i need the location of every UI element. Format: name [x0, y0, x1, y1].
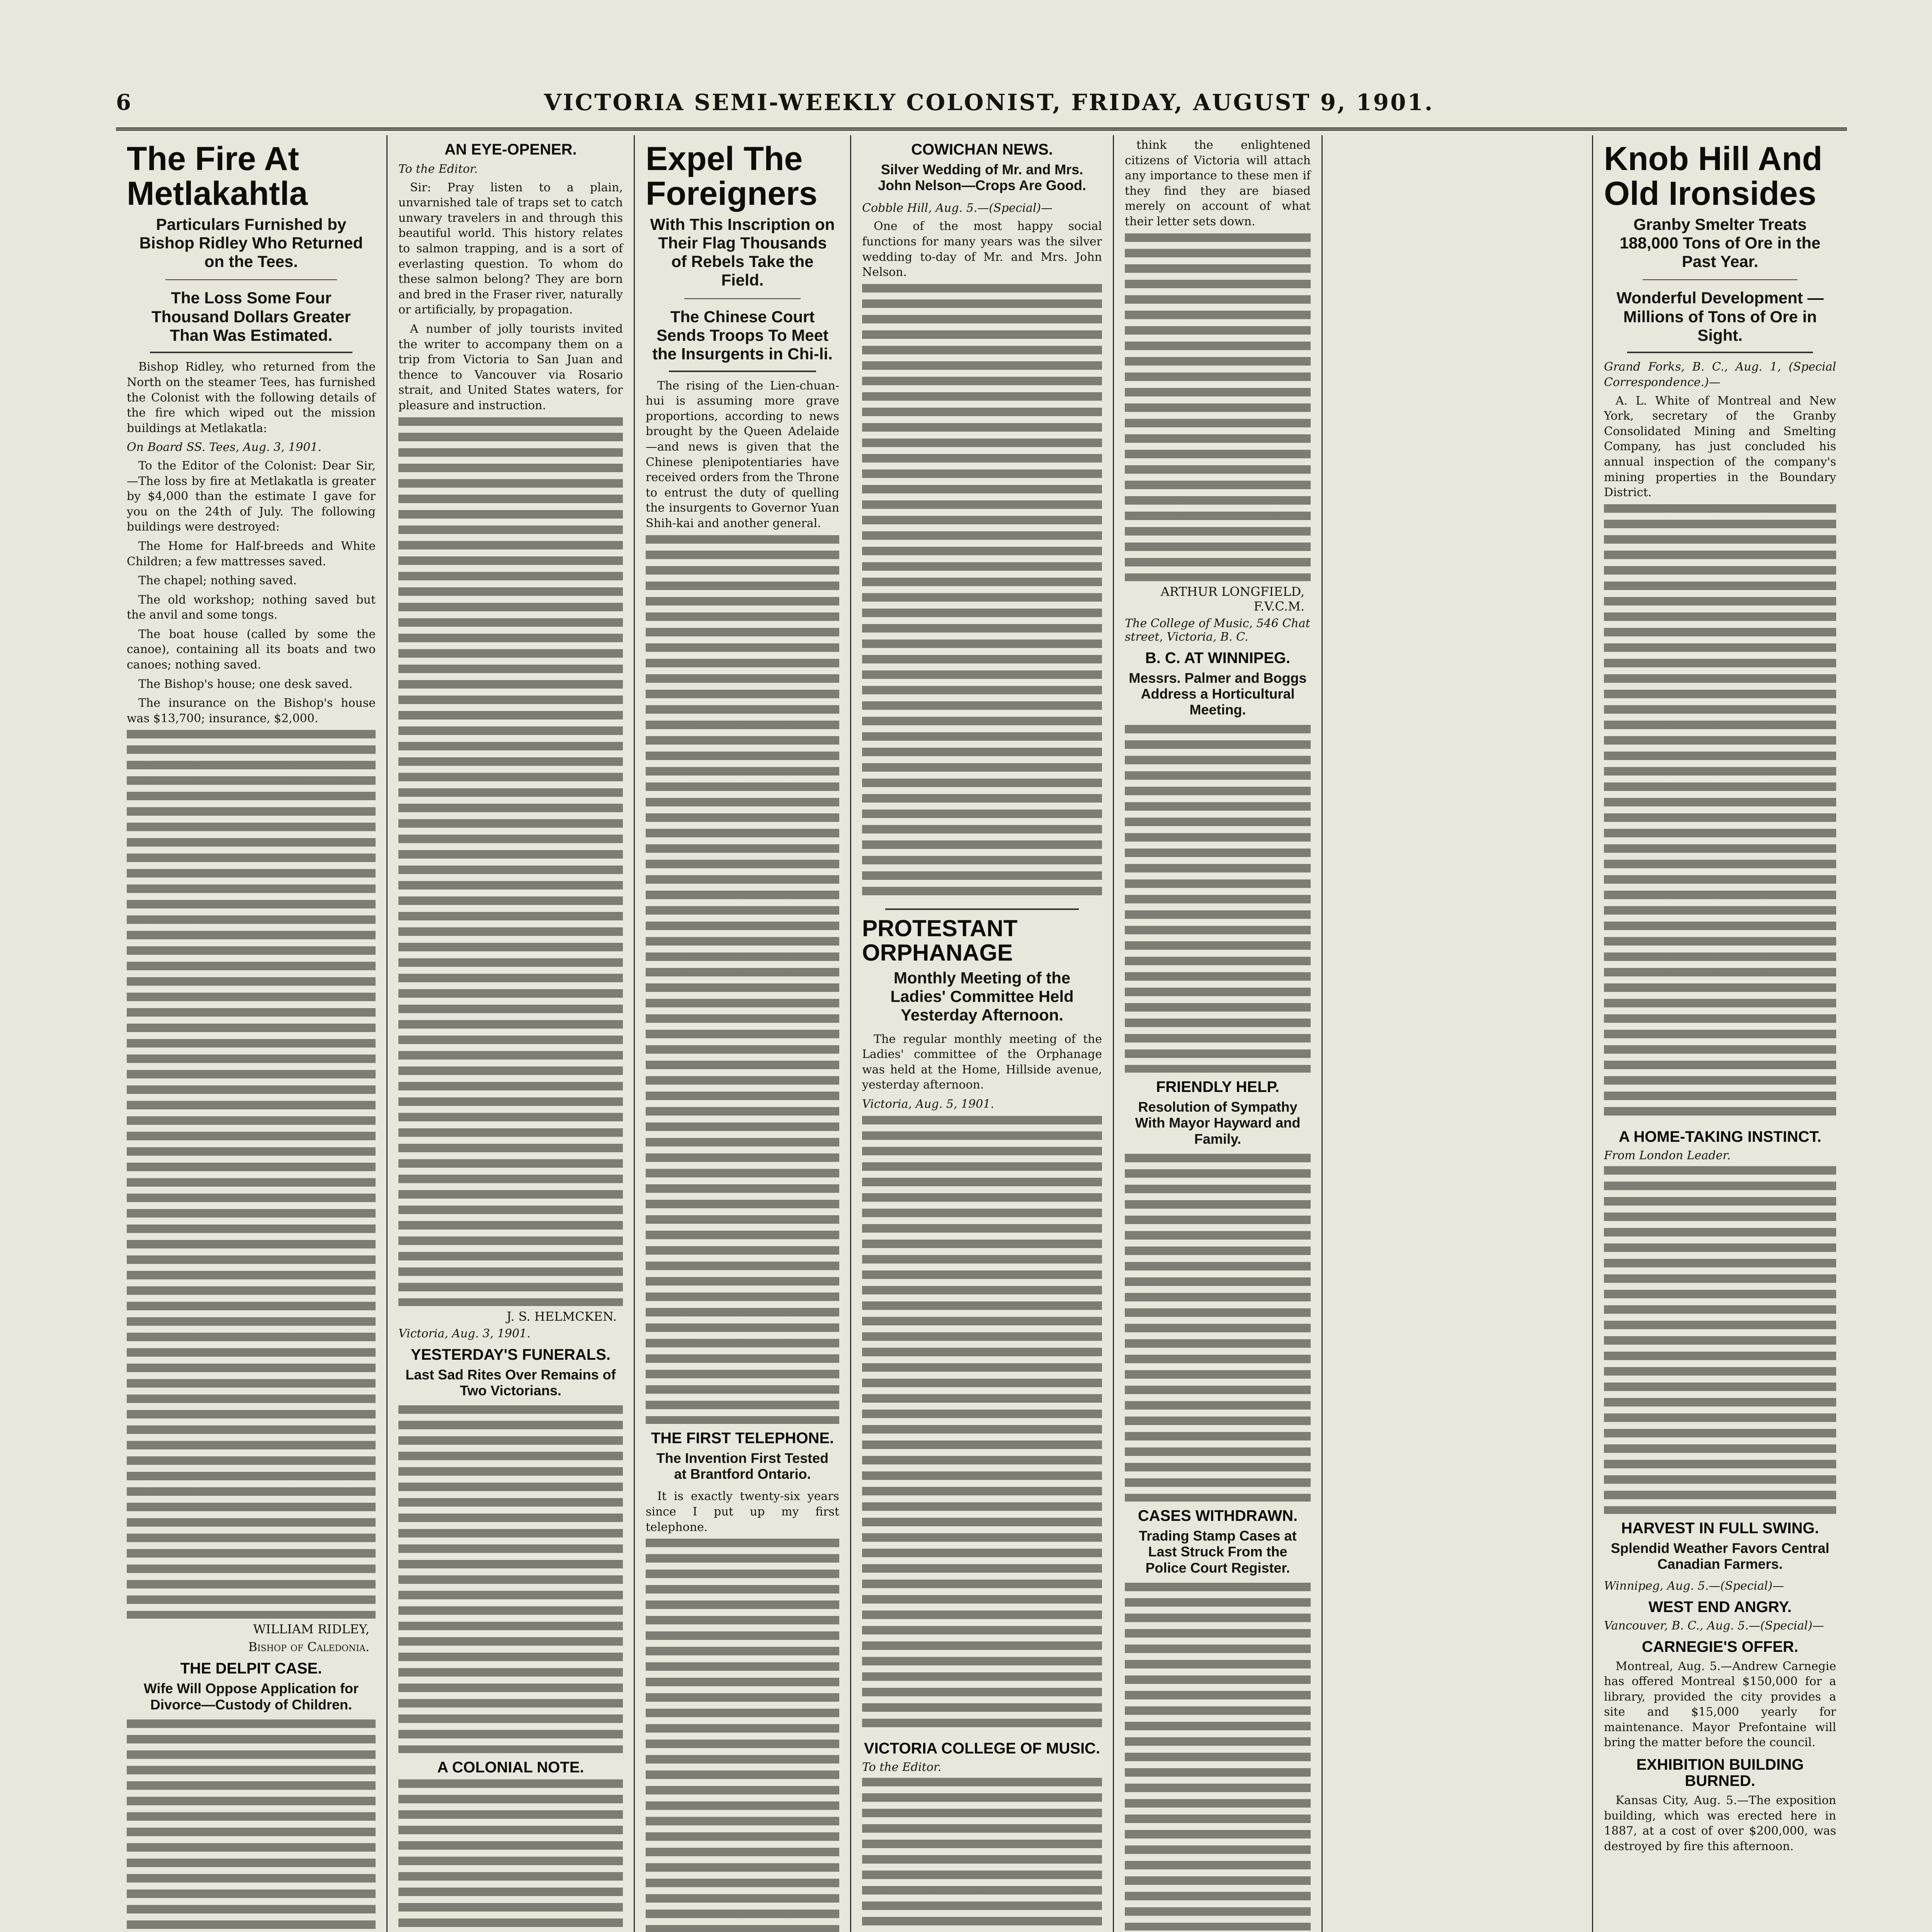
paragraph: The regular monthly meeting of the Ladies' committee of the Orphanage was held at the Home, Hillside avenue, yesterday afternoon. — [862, 1032, 1102, 1092]
divider — [684, 298, 801, 299]
dateline: Cobble Hill, Aug. 5.—(Special)— — [862, 201, 1053, 215]
article-expel-foreigners — [635, 135, 850, 1932]
subhead: WEST END ANGRY. — [1648, 1598, 1792, 1616]
headline: The Fire At Metlakahtla — [127, 140, 308, 213]
article-body — [1604, 1659, 1836, 1751]
article-body — [1604, 359, 1836, 500]
text-columns-placeholder — [127, 730, 376, 1619]
deck: The Invention First Tested at Brantford Ontario. — [656, 1450, 829, 1482]
text-columns-placeholder — [398, 1779, 623, 1932]
paragraph: A number of jolly tourists invited the writer to accompany them on a trip from Victoria to San Juan and thence to Vancouver via Rosario strait, and United States waters, for pleasure and instruction. — [398, 322, 623, 412]
column-rule — [1321, 135, 1323, 1932]
dateline: Victoria, Aug. 5, 1901. — [862, 1097, 994, 1111]
signature-name: ARTHUR LONGFIELD, F.V.C.M. — [1160, 584, 1304, 614]
paragraph: The boat house (called by some the canoe), containing all its boats and two canoes; nothing saved. — [127, 627, 376, 672]
text-columns-placeholder — [862, 1116, 1102, 1734]
paragraph: The Bishop's house; one desk saved. — [138, 677, 353, 691]
article-briefs — [1114, 135, 1321, 1932]
subdeck: The Chinese Court Sends Troops To Meet the Insurgents in Chi-li. — [652, 307, 833, 363]
text-columns-placeholder — [646, 1539, 839, 1932]
divider — [1627, 352, 1813, 353]
paragraph: One of the most happy social functions for many years was the silver wedding to-day of Mr. and Mrs. John Nelson. — [862, 219, 1102, 279]
article-knob-hill — [1593, 135, 1847, 1932]
text-columns-placeholder — [862, 284, 1102, 902]
page-number: 6 — [116, 90, 131, 115]
text-columns-placeholder — [1125, 233, 1311, 581]
article-eye-opener — [388, 135, 634, 1932]
dateline: Vancouver, B. C., Aug. 5.—(Special)— — [1604, 1619, 1824, 1633]
deck: Silver Wedding of Mr. and Mrs. John Nelson—Crops Are Good. — [878, 162, 1086, 194]
deck: Messrs. Palmer and Boggs Address a Horticultural Meeting. — [1129, 670, 1307, 718]
deck: Monthly Meeting of the Ladies' Committee Held Yesterday Afternoon. — [890, 968, 1074, 1024]
paragraph: The insurance on the Bishop's house was $13,700; insurance, $2,000. — [127, 696, 376, 725]
article-body — [862, 201, 1102, 280]
masthead — [116, 77, 1847, 131]
deck: Granby Smelter Treats 188,000 Tons of Ore in the Past Year. — [1619, 215, 1821, 271]
paragraph: think the enlightened citizens of Victoria will attach any importance to these men if they find they are biased merely on account of what their letter sets down. — [1125, 138, 1311, 228]
salutation: To the Editor. — [862, 1760, 942, 1774]
salutation: To the Editor. — [398, 162, 478, 176]
source-line: From London Leader. — [1604, 1148, 1731, 1162]
divider — [150, 352, 352, 353]
paragraph: Sir: Pray listen to a plain, unvarnished tale of traps set to catch unwary travelers in and through this beautiful world. This history relates to salmon trapping, and is a sort of everlasting question. To whom do these salmon belong? They are born and bred in the Fraser river, naturally or artificially, by propagation. — [398, 180, 623, 317]
subdeck: Wonderful Development — Millions of Tons of Ore in Sight. — [1616, 289, 1824, 345]
article-body — [646, 378, 839, 531]
deck: Resolution of Sympathy With Mayor Hayward and Family. — [1135, 1099, 1301, 1147]
subhead: HARVEST IN FULL SWING. — [1621, 1519, 1819, 1537]
headline: Knob Hill And Old Ironsides — [1604, 140, 1823, 213]
paragraph: The Home for Half-breeds and White Children; a few mattresses saved. — [127, 539, 376, 568]
paragraph: The old workshop; nothing saved but the anvil and some tongs. — [127, 593, 376, 622]
subhead: THE DELPIT CASE. — [180, 1660, 322, 1677]
deck: With This Inscription on Their Flag Thousands of Rebels Take the Field. — [650, 215, 835, 289]
divider — [885, 908, 1079, 910]
deck: Particulars Furnished by Bishop Ridley Who Returned on the Tees. — [139, 215, 363, 271]
text-columns-placeholder — [646, 535, 839, 1424]
subhead: COWICHAN NEWS. — [911, 141, 1053, 158]
signature-name: J. S. HELMCKEN. — [507, 1309, 617, 1324]
deck: Last Sad Rites Over Remains of Two Victorians. — [405, 1366, 616, 1398]
paragraph: Bishop Ridley, who returned from the North on the steamer Tees, has furnished the Colonist with the following details of the fire which wiped out the mission buildings at Metlakatla: — [127, 360, 376, 435]
text-columns-placeholder — [398, 417, 623, 1306]
divider — [669, 371, 816, 372]
headline: PROTESTANT ORPHANAGE — [862, 915, 1018, 966]
paragraph: Kansas City, Aug. 5.—The exposition building, which was erected here in 1887, at a cost of over $200,000, was destroyed by fire this afternoon. — [1604, 1794, 1836, 1853]
headline: AN EYE-OPENER. — [444, 141, 577, 158]
article-body — [1125, 138, 1311, 230]
dateline: Winnipeg, Aug. 5.—(Special)— — [1604, 1579, 1784, 1593]
text-columns-placeholder — [127, 1719, 376, 1932]
paper-title: VICTORIA SEMI-WEEKLY COLONIST, FRIDAY, AUGUST 9, 1901. — [544, 89, 1434, 116]
paragraph: Montreal, Aug. 5.—Andrew Carnegie has offered Montreal $150,000 for a library, provided the city provides a site and $15,000 yearly for maintenance. Mayor Prefontaine will bring the matter before the council. — [1604, 1659, 1836, 1750]
article-body — [646, 1489, 839, 1535]
signature-name: WILLIAM RIDLEY, — [253, 1622, 369, 1637]
dateline: On Board SS. Tees, Aug. 3, 1901. — [127, 440, 322, 454]
deck: Wife Will Oppose Application for Divorce—Custody of Children. — [143, 1680, 359, 1713]
dateline: Victoria, Aug. 3, 1901. — [398, 1327, 531, 1340]
article-fire-metlakahtla — [116, 135, 386, 1932]
article-body — [862, 1032, 1102, 1112]
text-columns-placeholder — [1604, 504, 1836, 1122]
subhead: A HOME-TAKING INSTINCT. — [1619, 1128, 1821, 1145]
text-columns-placeholder — [862, 1778, 1102, 1932]
subhead: CARNEGIE'S OFFER. — [1641, 1638, 1799, 1655]
headline: Expel The Foreigners — [646, 140, 818, 213]
subhead: FRIENDLY HELP. — [1156, 1078, 1280, 1095]
text-columns-placeholder — [1604, 1166, 1836, 1514]
subhead: A COLONIAL NOTE. — [437, 1759, 584, 1776]
dateline: Grand Forks, B. C., Aug. 1, (Special Correspondence.)— — [1604, 360, 1836, 389]
text-columns-placeholder — [1125, 1583, 1311, 1930]
subhead: VICTORIA COLLEGE OF MUSIC. — [864, 1740, 1100, 1757]
text-columns-placeholder — [398, 1405, 623, 1753]
text-columns-placeholder — [1125, 725, 1311, 1073]
divider — [165, 279, 337, 280]
text-columns-placeholder — [1125, 1154, 1311, 1502]
subhead: YESTERDAY'S FUNERALS. — [410, 1346, 611, 1363]
paragraph: It is exactly twenty-six years since I put up my first telephone. — [646, 1490, 839, 1534]
article-cowichan-orphanage — [851, 135, 1113, 1932]
subhead: EXHIBITION BUILDING BURNED. — [1636, 1756, 1804, 1790]
subhead: CASES WITHDRAWN. — [1138, 1507, 1298, 1524]
paragraph: The chapel; nothing saved. — [138, 574, 297, 588]
subdeck: The Loss Some Four Thousand Dollars Greater Than Was Estimated. — [151, 289, 351, 345]
deck: Splendid Weather Favors Central Canadian Farmers. — [1611, 1540, 1830, 1572]
signature-place: The College of Music, 546 Chat street, Victoria, B. C. — [1125, 616, 1310, 644]
deck: Trading Stamp Cases at Last Struck From the Police Court Register. — [1139, 1527, 1297, 1576]
divider — [1643, 279, 1798, 280]
paragraph: To the Editor of the Colonist: Dear Sir,—The loss by fire at Metlakatla is greater by $4,000 than the estimate I gave for you on the 24th of July. The following buildings were destroyed: — [127, 459, 376, 534]
signature-title: Bishop of Caledonia. — [248, 1639, 369, 1655]
subhead: B. C. AT WINNIPEG. — [1145, 649, 1291, 667]
paragraph: A. L. White of Montreal and New York, secretary of the Granby Consolidated Mining and Smelting Company, has just concluded his annual inspection of the company's mining properties in the Boundary District. — [1604, 394, 1836, 500]
article-body — [1604, 1793, 1836, 1854]
subhead: THE FIRST TELEPHONE. — [651, 1429, 834, 1447]
article-body — [127, 359, 376, 726]
article-body — [398, 162, 623, 413]
paragraph: The rising of the Lien-chuan-hui is assuming more grave proportions, according to news brought by the Queen Adelaide—and news is given that the Chinese plenipotentiaries have received orders from the Throne to entrust the duty of quelling the insurgents to Governor Yuan Shih-kai and another general. — [646, 379, 839, 531]
